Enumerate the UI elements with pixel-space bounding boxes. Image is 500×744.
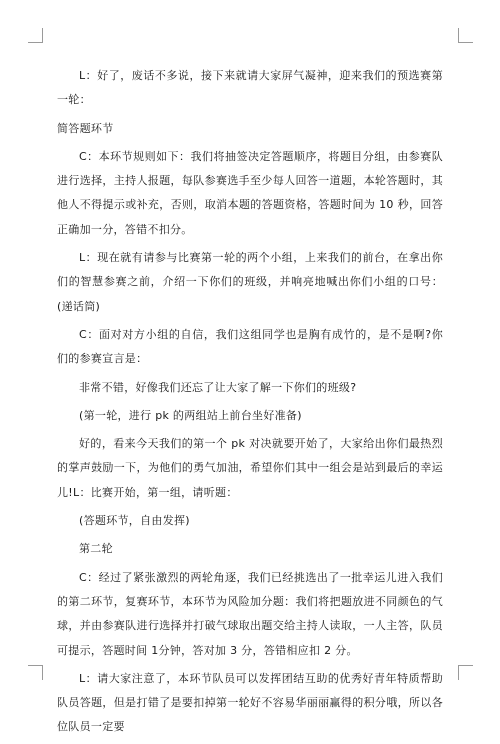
paragraph: 非常不错，好像我们还忘了让大家了解一下你们的班级? [79, 380, 357, 394]
paragraph: L：请大家注意了，本环节队员可以发挥团结互助的优秀好青年特质帮助队员答题，但是打错了是要扣掉第一轮好不容易华丽丽赢得的积分哦，所以各位队员一定要 [57, 671, 443, 734]
paragraph: 第二轮 [79, 542, 113, 556]
paragraph: L：现在就有请参与比赛第一轮的两个小组，上来我们的前台，在拿出你们的智慧参赛之前，介绍一下你们的班级，并响亮地喊出你们小组的口号：(递话筒) [57, 251, 443, 313]
document-body [57, 64, 443, 744]
paragraph: (第一轮，进行 pk 的两组站上前台坐好准备) [79, 408, 302, 422]
crop-mark-bottom-left [28, 665, 43, 680]
crop-mark-top-right [458, 28, 473, 43]
paragraph: 简答题环节 [57, 121, 114, 135]
paragraph: C：面对对方小组的自信，我们这组同学也是胸有成竹的，是不是啊?你们的参赛宣言是： [57, 327, 443, 366]
paragraph: C：本环节规则如下：我们将抽签决定答题顺序，将题目分组，由参赛队进行选择，主持人报题，每队参赛选手至少每人回答一道题，本轮答题时，其他人不得提示或补充，否则，取消本题的答题资格，答题时间为 10 秒，回答正确加一分，答错不扣分。 [57, 149, 443, 236]
crop-mark-bottom-right [458, 665, 473, 680]
crop-mark-top-left [28, 28, 43, 43]
paragraph: (答题环节，自由发挥) [79, 514, 190, 528]
paragraph: C：经过了紧张激烈的两轮角逐，我们已经挑选出了一批幸运儿进入我们的第二环节，复赛环节，本环节为风险加分题：我们将把题放进不同颜色的气球，并由参赛队进行选择并打破气球取出题交给主持人读取，一人主答，队员可提示，答题时间 1分钟，答对加 3 分，答错相应扣 2 分。 [57, 570, 443, 657]
paragraph: 好的，看来今天我们的第一个 pk 对决就要开始了，大家给出你们最热烈的掌声鼓励一下，为他们的勇气加油，希望你们其中一组会是站到最后的幸运儿!L：比赛开始，第一组，请听题： [57, 437, 443, 499]
paragraph: L：好了，废话不多说，接下来就请大家屏气凝神，迎来我们的预选赛第一轮： [57, 69, 443, 107]
